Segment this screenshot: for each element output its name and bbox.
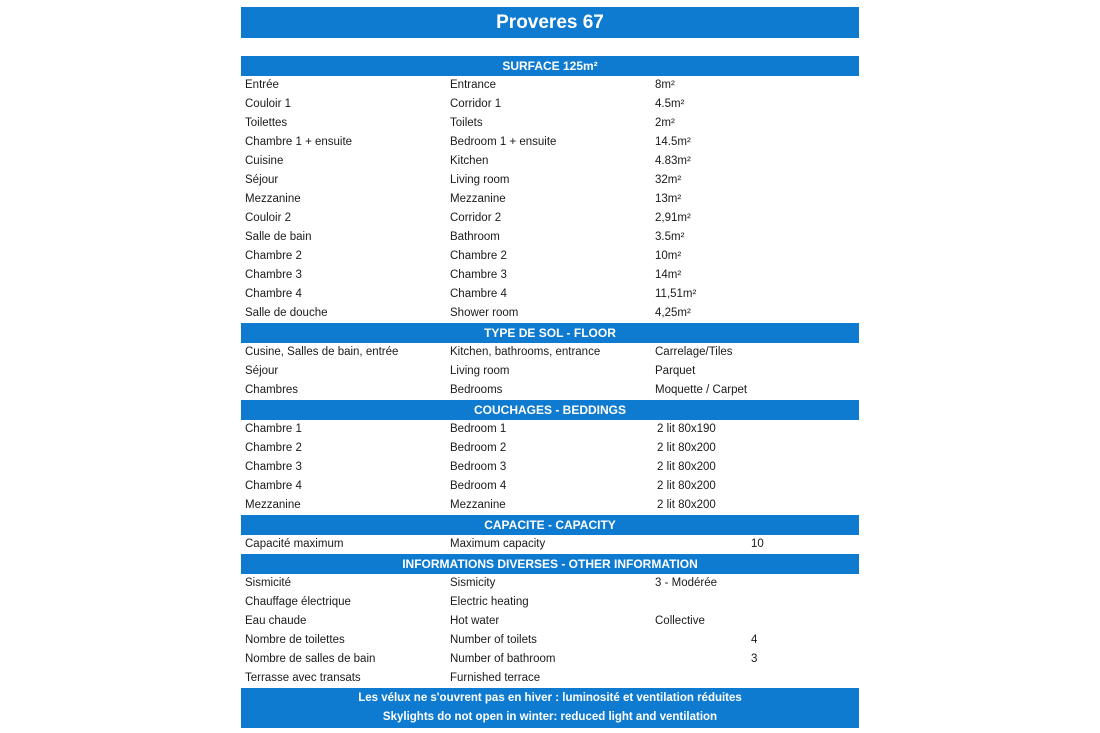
- label-en: Living room: [450, 365, 510, 377]
- label-fr: Nombre de toilettes: [245, 634, 345, 646]
- table-row: [241, 420, 859, 439]
- label-fr: Chambre 1 + ensuite: [245, 136, 353, 148]
- label-fr: Séjour: [245, 365, 279, 377]
- floor-table: [241, 343, 859, 400]
- table-row: [241, 535, 859, 554]
- label-en: Corridor 2: [450, 212, 502, 224]
- table-row: [241, 152, 859, 171]
- value: 10: [751, 538, 764, 550]
- value: 4.83m²: [655, 155, 691, 167]
- section-header-capacity: CAPACITE - CAPACITY: [241, 515, 859, 535]
- label-en: Mezzanine: [450, 499, 506, 511]
- value: 2 lit 80x200: [657, 499, 716, 511]
- label-fr: Chambres: [245, 384, 299, 396]
- table-row: [241, 631, 859, 650]
- footer-note: [241, 688, 859, 728]
- capacity-table: [241, 535, 859, 554]
- table-row: [241, 266, 859, 285]
- value: 4,25m²: [655, 307, 691, 319]
- spacer: [241, 38, 859, 56]
- section-header-info: INFORMATIONS DIVERSES - OTHER INFORMATION: [241, 554, 859, 574]
- table-row: [241, 343, 859, 362]
- table-row: [241, 190, 859, 209]
- table-row: [241, 133, 859, 152]
- value: 10m²: [655, 250, 682, 262]
- label-en: Entrance: [450, 79, 497, 91]
- table-row: [241, 362, 859, 381]
- label-en: Chambre 4: [450, 288, 507, 300]
- label-en: Bedrooms: [450, 384, 503, 396]
- value: 2 lit 80x200: [657, 461, 716, 473]
- section-header-beddings: COUCHAGES - BEDDINGS: [241, 400, 859, 420]
- value: 2 lit 80x200: [657, 480, 716, 492]
- label-en: Chambre 3: [450, 269, 507, 281]
- footer-note-en: Skylights do not open in winter: reduced light and ventilation: [382, 711, 718, 723]
- label-en: Furnished terrace: [450, 672, 541, 684]
- label-fr: Mezzanine: [245, 499, 301, 511]
- label-en: Kitchen, bathrooms, entrance: [450, 346, 601, 358]
- label-fr: Eau chaude: [245, 615, 307, 627]
- label-en: Electric heating: [450, 596, 529, 608]
- value: Moquette / Carpet: [655, 384, 748, 396]
- label-fr: Entrée: [245, 79, 279, 91]
- label-en: Bedroom 3: [450, 461, 507, 473]
- value: 2,91m²: [655, 212, 691, 224]
- label-en: Bedroom 1: [450, 423, 507, 435]
- label-fr: Terrasse avec transats: [245, 672, 361, 684]
- beddings-table: [241, 420, 859, 515]
- table-row: [241, 574, 859, 593]
- page-title: Proveres 67: [241, 7, 859, 38]
- info-table: [241, 574, 859, 688]
- value: 3 - Modérée: [655, 577, 718, 589]
- label-fr: Chambre 3: [245, 461, 302, 473]
- label-fr: Sismicité: [245, 577, 292, 589]
- label-en: Number of bathroom: [450, 653, 556, 665]
- value: 2 lit 80x190: [657, 423, 716, 435]
- label-fr: Salle de bain: [245, 231, 312, 243]
- info-sheet: [241, 7, 859, 728]
- value: 4.5m²: [655, 98, 685, 110]
- table-row: [241, 669, 859, 688]
- table-row: [241, 458, 859, 477]
- section-header-floor: TYPE DE SOL - FLOOR: [241, 323, 859, 343]
- value: 3.5m²: [655, 231, 685, 243]
- value: 14.5m²: [655, 136, 691, 148]
- label-fr: Nombre de salles de bain: [245, 653, 376, 665]
- surface-table: [241, 76, 859, 323]
- value: 14m²: [655, 269, 682, 281]
- label-fr: Séjour: [245, 174, 279, 186]
- table-row: [241, 247, 859, 266]
- table-row: [241, 95, 859, 114]
- label-en: Chambre 2: [450, 250, 507, 262]
- value: 3: [751, 653, 758, 665]
- table-row: [241, 593, 859, 612]
- table-row: [241, 76, 859, 95]
- table-row: [241, 650, 859, 669]
- footer-note-fr: Les vélux ne s'ouvrent pas en hiver : luminosité et ventilation réduites: [358, 692, 742, 704]
- value: 11,51m²: [655, 288, 697, 300]
- label-fr: Chambre 4: [245, 480, 302, 492]
- label-fr: Cuisine: [245, 155, 284, 167]
- label-en: Bedroom 2: [450, 442, 507, 454]
- value: Parquet: [655, 365, 696, 377]
- table-row: [241, 171, 859, 190]
- value: Collective: [655, 615, 705, 627]
- table-row: [241, 496, 859, 515]
- label-fr: Chambre 3: [245, 269, 302, 281]
- label-en: Maximum capacity: [450, 538, 546, 550]
- label-fr: Mezzanine: [245, 193, 301, 205]
- label-fr: Cusine, Salles de bain, entrée: [245, 346, 399, 358]
- label-fr: Salle de douche: [245, 307, 328, 319]
- table-row: [241, 114, 859, 133]
- label-fr: Chambre 2: [245, 250, 302, 262]
- label-en: Kitchen: [450, 155, 489, 167]
- label-fr: Couloir 2: [245, 212, 292, 224]
- label-fr: Toilettes: [245, 117, 288, 129]
- label-fr: Couloir 1: [245, 98, 292, 110]
- label-en: Bedroom 1 + ensuite: [450, 136, 557, 148]
- section-header-surface: SURFACE 125m²: [241, 56, 859, 76]
- label-en: Bathroom: [450, 231, 500, 243]
- label-fr: Capacité maximum: [245, 538, 344, 550]
- value: 32m²: [655, 174, 682, 186]
- value: 2m²: [655, 117, 675, 129]
- table-row: [241, 228, 859, 247]
- label-en: Hot water: [450, 615, 500, 627]
- value: 13m²: [655, 193, 682, 205]
- label-en: Toilets: [450, 117, 483, 129]
- label-fr: Chauffage électrique: [245, 596, 351, 608]
- table-row: [241, 209, 859, 228]
- label-en: Bedroom 4: [450, 480, 507, 492]
- label-en: Sismicity: [450, 577, 496, 589]
- label-en: Corridor 1: [450, 98, 502, 110]
- value: 4: [751, 634, 758, 646]
- value: Carrelage/Tiles: [655, 346, 733, 358]
- table-row: [241, 304, 859, 323]
- table-row: [241, 612, 859, 631]
- label-fr: Chambre 4: [245, 288, 302, 300]
- label-en: Number of toilets: [450, 634, 537, 646]
- label-en: Living room: [450, 174, 510, 186]
- label-fr: Chambre 1: [245, 423, 302, 435]
- label-en: Mezzanine: [450, 193, 506, 205]
- table-row: [241, 439, 859, 458]
- value: 8m²: [655, 79, 675, 91]
- value: 2 lit 80x200: [657, 442, 716, 454]
- label-fr: Chambre 2: [245, 442, 302, 454]
- table-row: [241, 381, 859, 400]
- label-en: Shower room: [450, 307, 519, 319]
- table-row: [241, 477, 859, 496]
- table-row: [241, 285, 859, 304]
